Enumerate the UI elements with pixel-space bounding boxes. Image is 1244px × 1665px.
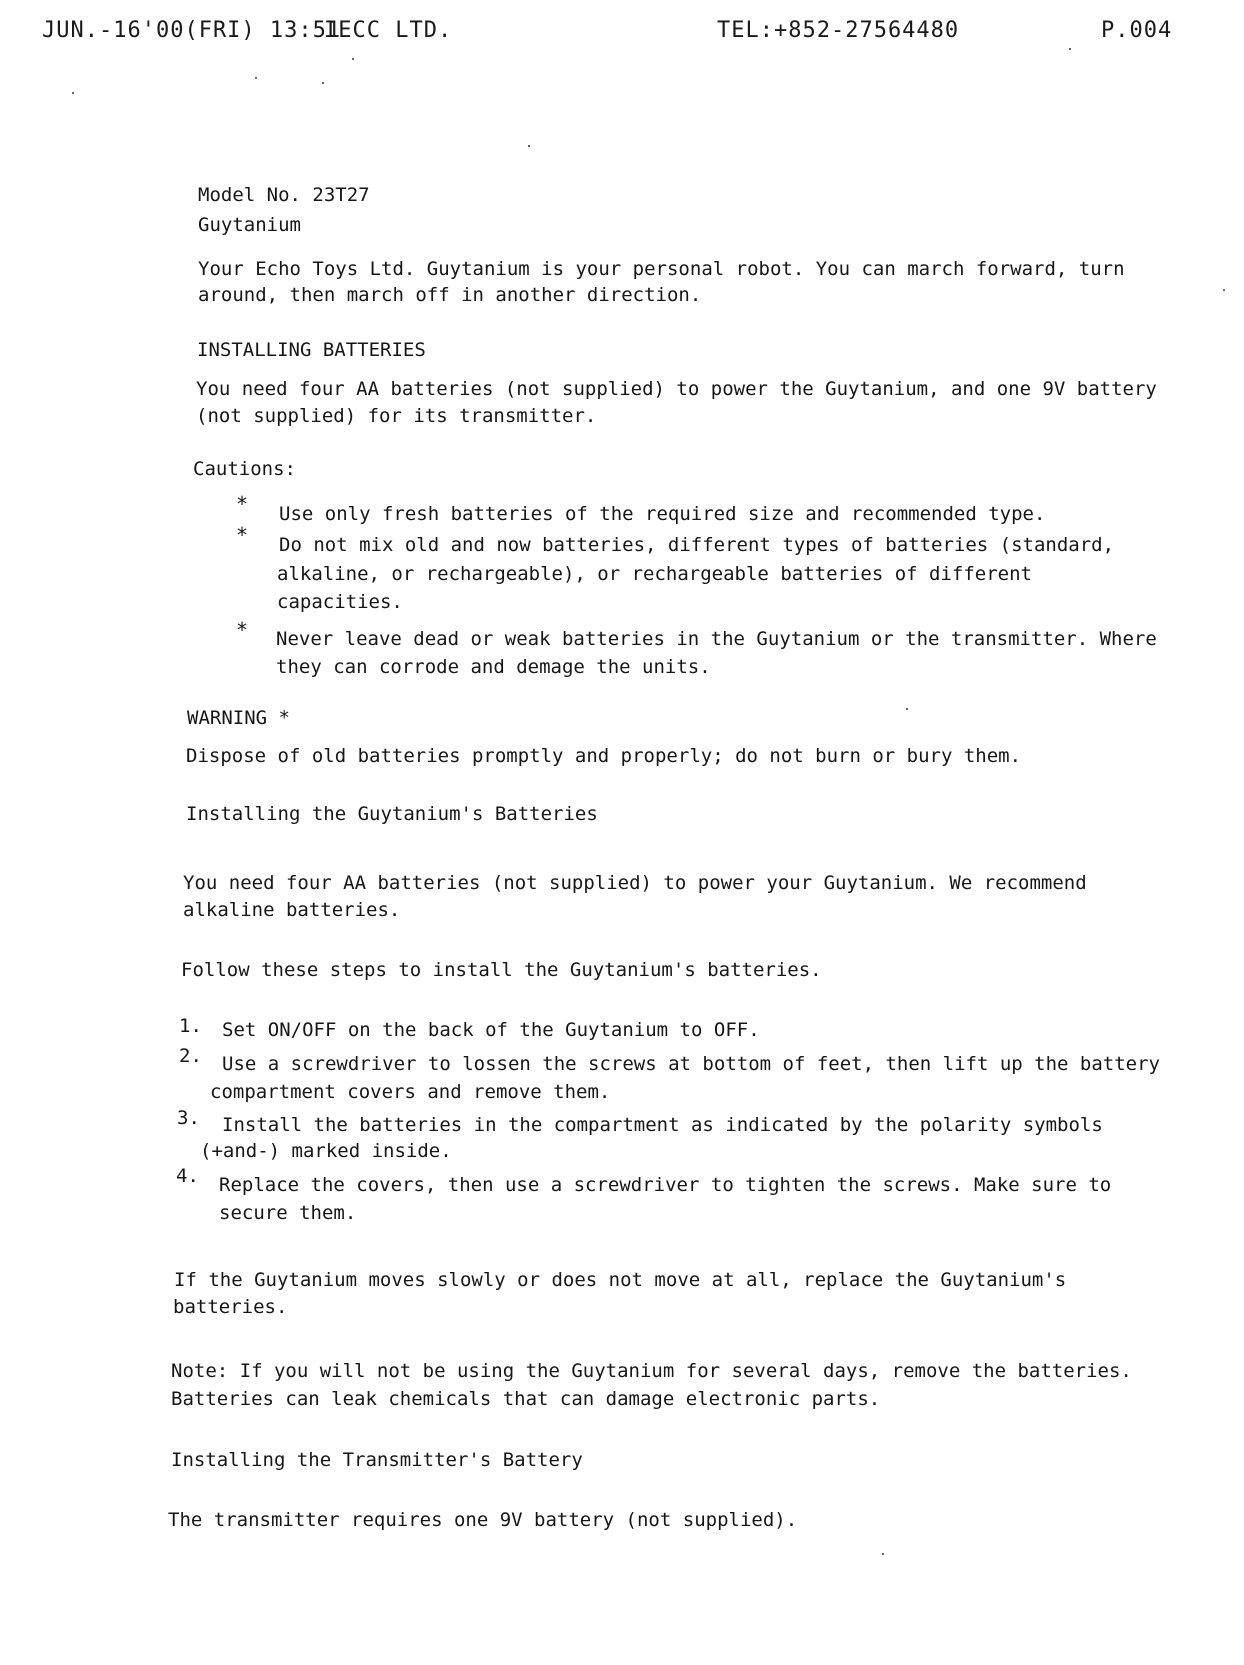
paragraph: You need four AA batteries (not supplied) to power the Guytanium, and one 9V battery	[196, 378, 1157, 400]
scan-speck	[322, 82, 324, 84]
step-text: Install the batteries in the compartment as indicated by the polarity symbols	[222, 1114, 1103, 1136]
paragraph: If the Guytanium moves slowly or does not move at all, replace the Guytanium's	[174, 1269, 1067, 1291]
scan-speck	[1069, 48, 1071, 50]
fax-page-number: P.004	[1101, 18, 1173, 43]
bullet-asterisk: *	[236, 492, 249, 516]
scan-speck	[528, 145, 530, 147]
caution-item: Never leave dead or weak batteries in the Guytanium or the transmitter. Where	[276, 628, 1157, 650]
product-description: Your Echo Toys Ltd. Guytanium is your personal robot. You can march forward, turn	[198, 258, 1125, 280]
note-text: Batteries can leak chemicals that can damage electronic parts.	[171, 1388, 881, 1410]
step-number: 2.	[179, 1045, 202, 1067]
section-heading: Installing the Transmitter's Battery	[171, 1449, 583, 1471]
model-number: Model No. 23T27	[198, 184, 370, 206]
paragraph: Follow these steps to install the Guytanium's batteries.	[181, 959, 822, 981]
caution-item: capacities.	[277, 591, 403, 613]
warning-text: Dispose of old batteries promptly and properly; do not burn or bury them.	[186, 745, 1022, 767]
paragraph: You need four AA batteries (not supplied) to power your Guytanium. We recommend	[183, 872, 1087, 894]
step-number: 3.	[177, 1107, 200, 1129]
paragraph: batteries.	[173, 1296, 288, 1318]
step-text: secure them.	[219, 1202, 357, 1224]
cautions-heading: Cautions:	[193, 458, 296, 480]
caution-item: Do not mix old and now batteries, different types of batteries (standard,	[279, 534, 1115, 556]
note-text: Note: If you will not be using the Guytanium for several days, remove the batteries.	[171, 1360, 1132, 1382]
scan-speck	[906, 708, 908, 710]
section-heading: INSTALLING BATTERIES	[197, 339, 426, 361]
step-number: 1.	[179, 1015, 202, 1037]
bullet-asterisk: *	[236, 618, 249, 642]
step-text: compartment covers and remove them.	[210, 1081, 611, 1103]
fax-header	[42, 18, 1172, 52]
caution-item: Use only fresh batteries of the required size and recommended type.	[279, 503, 1046, 525]
product-description: around, then march off in another direction.	[198, 284, 702, 306]
paragraph: alkaline batteries.	[183, 899, 401, 921]
product-name: Guytanium	[198, 214, 301, 236]
step-text: Replace the covers, then use a screwdriver to tighten the screws. Make sure to	[219, 1174, 1112, 1196]
step-text: Use a screwdriver to lossen the screws at bottom of feet, then lift up the battery	[222, 1053, 1160, 1075]
caution-item: they can corrode and demage the units.	[276, 656, 711, 678]
paragraph: The transmitter requires one 9V battery (not supplied).	[168, 1509, 798, 1531]
scan-speck	[352, 58, 354, 60]
fax-company: IECC LTD.	[324, 18, 453, 43]
scan-speck	[72, 92, 74, 94]
step-text: (+and-) marked inside.	[200, 1140, 452, 1162]
step-number: 4.	[176, 1165, 199, 1187]
warning-heading: WARNING *	[187, 707, 290, 729]
step-text: Set ON/OFF on the back of the Guytanium to OFF.	[222, 1019, 760, 1041]
scan-speck	[882, 1553, 884, 1555]
caution-item: alkaline, or rechargeable), or rechargeable batteries of different	[277, 563, 1032, 585]
section-heading: Installing the Guytanium's Batteries	[186, 803, 598, 825]
scan-speck	[1223, 289, 1225, 291]
bullet-asterisk: *	[236, 523, 249, 547]
fax-telephone: TEL:+852-27564480	[717, 18, 960, 43]
paragraph: (not supplied) for its transmitter.	[196, 405, 597, 427]
fax-datetime: JUN.-16'00(FRI) 13:51	[42, 18, 342, 43]
scan-speck	[255, 77, 257, 79]
